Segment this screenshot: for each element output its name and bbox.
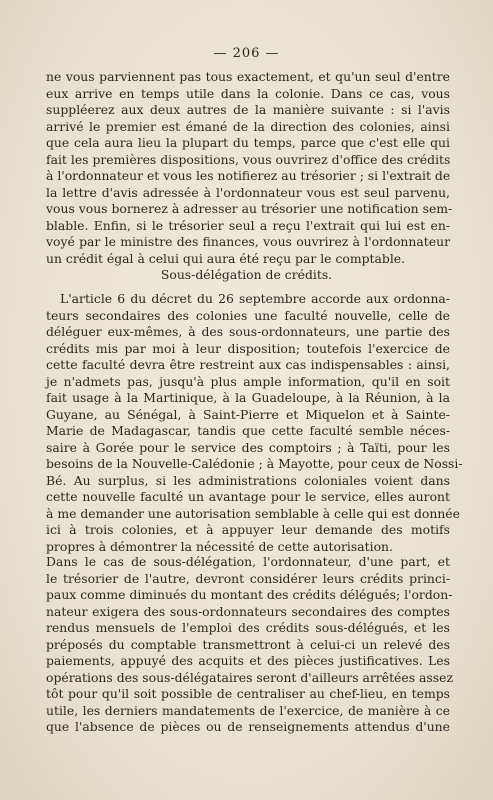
text-line: que cela aura lieu la plupart du temps, parce que c'est elle qui	[46, 135, 450, 150]
text-line: je n'admets pas, jusqu'à plus ample information, qu'il en soit	[46, 373, 450, 389]
text-line: eux arrive en temps utile dans la colonie. Dans ce cas, vous	[46, 85, 450, 101]
text-line: que l'absence de pièces ou de renseignements attendus d'une	[46, 719, 450, 734]
text-line: fait les premières dispositions, vous ouvrirez d'office des crédits	[46, 151, 451, 167]
text-line: opérations des sous-délégataires seront d'ailleurs arrêtées assez	[46, 669, 453, 685]
text-line: rendus mensuels de l'emploi des crédits sous-délégués, et les	[46, 620, 450, 635]
text-line: Guyane, au Sénégal, à Saint-Pierre et Miquelon et à Sainte-	[46, 406, 450, 422]
text-line: Bé. Au surplus, si les administrations coloniales voient dans	[46, 472, 450, 488]
text-line: blable. Enfin, si le trésorier seul a reçu l'extrait qui lui est en-	[46, 217, 450, 233]
text-line: à me demander une autorisation semblable à celle qui est donnée	[46, 505, 460, 521]
paragraph-credit-notification	[46, 69, 453, 267]
text-line: propres à démontrer la nécessité de cette autorisation.	[46, 538, 393, 554]
text-line: teurs secondaires des colonies une faculté nouvelle, celle de	[46, 307, 450, 323]
text-line: cette faculté devra être restreint aux cas indispensables : ainsi,	[46, 357, 450, 372]
section-heading: Sous-délégation de crédits.	[160, 267, 333, 282]
text-line: ici à trois colonies, et à appuyer leur demande des motifs	[46, 522, 450, 537]
text-line: besoins de la Nouvelle-Calédonie ; à Mayotte, pour ceux de Nossi-	[46, 456, 463, 471]
text-line: déléguer eux-mêmes, à des sous-ordonnateurs, une partie des	[46, 324, 450, 339]
text-line: ne vous parviennent pas tous exactement, et qu'un seul d'entre	[46, 69, 450, 84]
paragraph-sous-delegation-cases	[46, 554, 453, 736]
text-line: un crédit égal à celui qui aura été reçu par le comptable.	[46, 250, 406, 266]
paragraph-sous-delegation	[46, 291, 463, 555]
text-line: paiements, appuyé des acquits et des pièces justificatives. Les	[46, 653, 450, 668]
text-line: la lettre d'avis adressée à l'ordonnateur vous est seul parvenu,	[46, 184, 450, 200]
text-line: fait usage à la Martinique, à la Guadeloupe, à la Réunion, à la	[46, 390, 450, 405]
text-line: le trésorier de l'autre, devront considérer leurs crédits princi-	[46, 570, 450, 586]
text-line: vous vous bornerez à adresser au trésorier une notification sem-	[46, 201, 453, 216]
text-line: nateur exigera des sous-ordonnateurs secondaires des comptes	[46, 603, 450, 619]
text-line: tôt pour qu'il soit possible de centraliser au chef-lieu, en temps	[46, 686, 450, 701]
text-line: cette nouvelle faculté un avantage pour le service, elles auront	[46, 489, 450, 504]
text-line: crédits mis par moi à leur disposition; toutefois l'exercice de	[46, 340, 450, 356]
text-line: arrivé le premier est émané de la direction des colonies, ainsi	[46, 118, 450, 134]
text-line: saire à Gorée pour le service des comptoirs ; à Taïti, pour les	[46, 439, 450, 455]
text-line: voyé par le ministre des finances, vous ouvrirez à l'ordonnateur	[46, 234, 450, 249]
text-line: à l'ordonnateur et vous les notifierez au trésorier ; si l'extrait de	[46, 168, 451, 183]
page-number: — 206 —	[213, 46, 280, 61]
text-line: Marie de Madagascar, tandis que cette faculté semble néces-	[46, 423, 450, 438]
text-line: préposés du comptable transmettront à celui-ci un relevé des	[46, 636, 450, 652]
text-line: Dans le cas de sous-délégation, l'ordonnateur, d'une part, et	[46, 554, 450, 569]
text-line: utile, les derniers mandatements de l'exercice, de manière à ce	[46, 702, 450, 718]
text-line: paux comme diminués du montant des crédits délégués; l'ordon-	[46, 587, 453, 602]
text-line: L'article 6 du décret du 26 septembre accorde aux ordonna-	[60, 291, 450, 306]
text-line: suppléerez aux deux autres de la manière suivante : si l'avis	[46, 102, 450, 117]
